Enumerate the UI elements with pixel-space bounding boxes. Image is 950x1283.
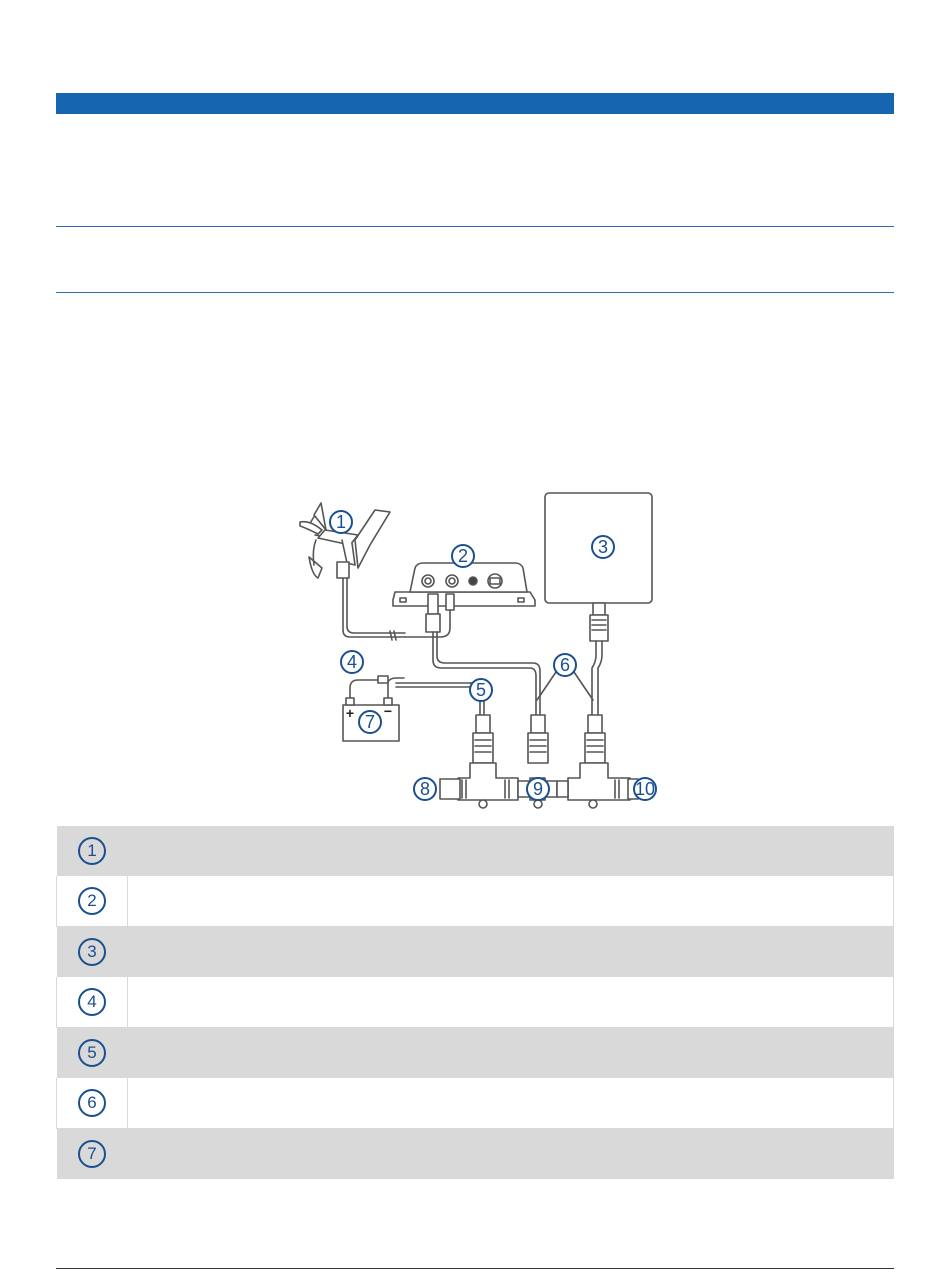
legend-row [57, 876, 894, 927]
callout-7: 7 [364, 712, 376, 732]
legend-description [128, 927, 894, 978]
callout-3: 3 [597, 537, 609, 557]
legend-row [57, 977, 894, 1028]
legend-description [128, 1028, 894, 1079]
footer-rule [56, 1268, 894, 1269]
callout-leader [574, 672, 593, 700]
callout-4: 4 [346, 652, 358, 672]
legend-number: 5 [78, 1039, 106, 1067]
battery-minus-sign: − [383, 703, 393, 719]
callout-1: 1 [335, 512, 347, 532]
legend-description [128, 1129, 894, 1180]
legend-number: 4 [78, 988, 106, 1016]
legend-description [128, 826, 894, 876]
legend-number: 6 [78, 1089, 106, 1117]
legend-row [57, 1078, 894, 1129]
legend-table [56, 826, 894, 1179]
legend-row [57, 927, 894, 978]
callout-9: 9 [532, 779, 544, 799]
callout-2: 2 [457, 546, 469, 566]
legend-number: 3 [78, 938, 106, 966]
legend-row [57, 1129, 894, 1180]
legend-description [128, 876, 894, 927]
legend-description [128, 977, 894, 1028]
sensor-hub-illustration [393, 563, 540, 715]
callout-6: 6 [559, 655, 571, 675]
legend-number: 1 [78, 837, 106, 865]
callout-8: 8 [419, 779, 431, 799]
legend-row [57, 1028, 894, 1079]
callout-10: 10 [634, 779, 656, 799]
display-unit-illustration [545, 493, 652, 715]
legend-description [128, 1078, 894, 1129]
battery-plus-sign: + [345, 705, 355, 721]
legend-row [57, 826, 894, 876]
callout-5: 5 [475, 680, 487, 700]
legend-number: 7 [78, 1140, 106, 1168]
legend-number: 2 [78, 887, 106, 915]
